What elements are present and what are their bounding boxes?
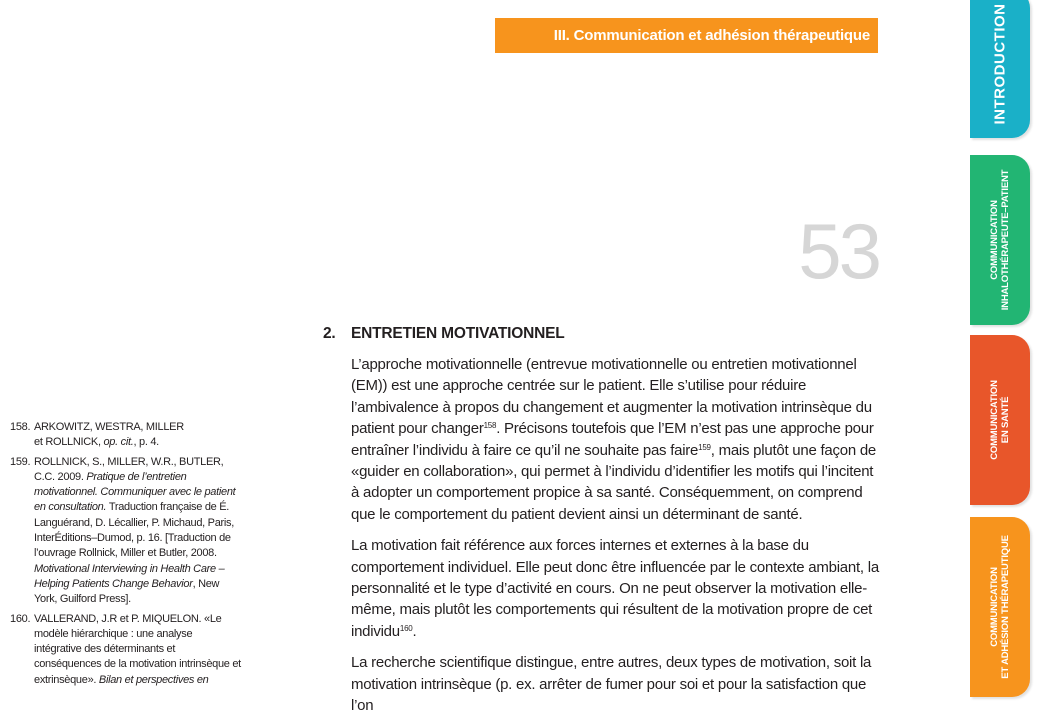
footnote-number: 158. <box>10 421 31 433</box>
footnote-ref[interactable]: 159 <box>698 442 711 452</box>
footnote-160 <box>10 612 242 688</box>
tab-communication-inhalotherapeute-patient[interactable] <box>970 155 1030 325</box>
section-title: ENTRETIEN MOTIVATIONNEL <box>351 325 565 342</box>
tab-label-line: ET ADHÉSION THÉRAPEUTIQUE <box>1000 535 1011 679</box>
paragraph-text: La motivation fait référence aux forces internes et externes à la base du comportement individuel. Elle peut donc être influencée par le contexte ambiant, la personnalité et le type d’activité en cours. On ne peut observer la motivation elle-même, mais plutôt les comportements qui résultent de la motivation propre de cet individu <box>351 537 879 640</box>
tab-introduction[interactable] <box>970 0 1030 138</box>
footnotes <box>10 420 242 692</box>
paragraph <box>351 652 881 716</box>
footnote-159 <box>10 455 242 608</box>
footnote-italic: Bilan et perspectives en <box>98 673 209 686</box>
footnote-text-part: Traduction française de É. Languérand, D. Lécallier, P. Michaud, Paris, InterÉditions–Dumod, p. 16. [Traduction de l’ouvrage Rollnick, Miller et Butler, 2008. <box>34 501 235 560</box>
footnote-italic: Pratique de l’entretien motivationnel. Communiquer avec le patient en consultation. <box>34 470 236 514</box>
paragraph <box>351 535 881 642</box>
footnote-italic: Motivational Interviewing in Health Care – Helping Patients Change Behavior <box>34 562 225 590</box>
footnote-text-part: , New York, Guilford Press]. <box>34 577 220 606</box>
paragraph-text: L’approche motivationnelle (entrevue motivationnelle ou entretien motivationnel (EM)) est une approche centrée sur le patient. Elle s’utilise pour réduire l’ambivalence à propos du changement et augmenter la motivation intrinsèque du patient pour changer <box>351 356 872 438</box>
tab-label-line: COMMUNICATION <box>989 200 1000 280</box>
tab-label-line: EN SANTÉ <box>1000 396 1011 444</box>
footnote-ref[interactable]: 158 <box>483 421 497 431</box>
footnote-number: 159. <box>10 455 31 468</box>
paragraph-text: . Précisons toutefois que l’EM n’est pas une approche pour entraîner l’individu à faire ce qu’il ne souhaite pas faire <box>351 420 874 459</box>
tab-label-line: COMMUNICATION <box>989 567 1000 647</box>
footnote-ref[interactable]: 160 <box>399 623 413 633</box>
tab-label-line: INHALOTHÉRAPEUTE–PATIENT <box>1000 169 1011 311</box>
section-heading <box>323 325 565 343</box>
footnote-158 <box>10 420 242 451</box>
tab-label <box>989 170 1011 311</box>
paragraph-text: . <box>412 622 417 640</box>
tab-communication-adhesion-therapeutique[interactable] <box>970 517 1030 697</box>
paragraph-text: La recherche scientifique distingue, entre autres, deux types de motivation, soit la motivation intrinsèque (p. ex. arrêter de fumer pour soi et pour la satisfaction que l’on <box>351 654 872 715</box>
page-number: 53 <box>798 207 879 295</box>
section-header-bar <box>495 18 878 53</box>
section-header-title: III. Communication et adhésion thérapeutique <box>553 27 870 44</box>
footnote-text: ARKOWITZ, WESTRA, MILLER <box>34 421 184 433</box>
paragraph-text: , mais plutôt une façon de «guider en collaboration», qui permet à l’individu d’identifier les motifs qui l’incitent à adopter un comportement propice à sa santé. Conséquemment, on comprend que le comportement du patient devient ainsi un déterminant de santé. <box>351 441 877 523</box>
footnote-number: 160. <box>10 612 31 625</box>
body-text <box>351 354 881 727</box>
footnote-text-part: VALLERAND, J.R et P. MIQUELON. «Le modèle hiérarchique : une analyse intégrative des déterminants et conséquences de la motivation intrinsèque et extrinsèque». <box>34 612 241 686</box>
footnote-italic: op. cit. <box>103 436 134 449</box>
tab-label <box>989 535 1011 679</box>
tab-label <box>989 380 1011 460</box>
tab-introduction-label: INTRODUCTION <box>991 3 1009 125</box>
footnote-text-part: ROLLNICK, S., MILLER, W.R., BUTLER, C.C. 2009. <box>34 455 224 483</box>
footnote-text-part: et ROLLNICK, <box>34 436 104 449</box>
footnote-text <box>34 435 242 450</box>
footnote-text-part: , p. 4. <box>133 436 159 449</box>
tab-communication-en-sante[interactable] <box>970 335 1030 505</box>
section-number: 2. <box>323 325 336 342</box>
tab-label-line: COMMUNICATION <box>989 380 1000 460</box>
paragraph <box>351 354 881 525</box>
